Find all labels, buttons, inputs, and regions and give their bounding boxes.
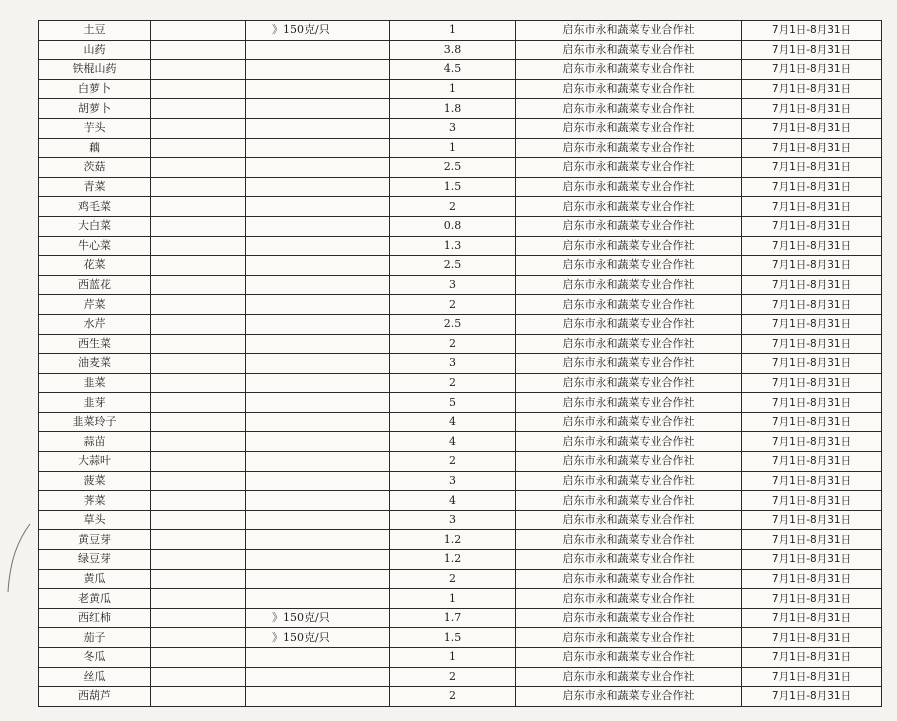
table-row [39, 197, 882, 217]
spec-cell [246, 334, 390, 354]
table-row [39, 412, 882, 432]
table-row [39, 275, 882, 295]
supplier-cell: 启东市永和蔬菜专业合作社 [516, 569, 742, 589]
supplier-cell: 启东市永和蔬菜专业合作社 [516, 158, 742, 178]
table-row [39, 667, 882, 687]
blank-cell [151, 373, 246, 393]
supplier-cell: 启东市永和蔬菜专业合作社 [516, 589, 742, 609]
price-cell: 2.5 [390, 158, 516, 178]
table-row [39, 177, 882, 197]
price-cell: 2 [390, 334, 516, 354]
spec-cell [246, 236, 390, 256]
period-cell: 7月1日-8月31日 [742, 40, 882, 60]
vegetable-name-cell: 黄瓜 [39, 569, 151, 589]
table-row [39, 21, 882, 41]
vegetable-name-cell: 藕 [39, 138, 151, 158]
price-cell: 1 [390, 79, 516, 99]
supplier-cell: 启东市永和蔬菜专业合作社 [516, 197, 742, 217]
period-cell: 7月1日-8月31日 [742, 334, 882, 354]
period-cell: 7月1日-8月31日 [742, 471, 882, 491]
spec-cell [246, 373, 390, 393]
table-row [39, 60, 882, 80]
supplier-cell: 启东市永和蔬菜专业合作社 [516, 393, 742, 413]
blank-cell [151, 432, 246, 452]
vegetable-name-cell: 黄豆芽 [39, 530, 151, 550]
vegetable-name-cell: 鸡毛菜 [39, 197, 151, 217]
vegetable-name-cell: 韭菜玲子 [39, 412, 151, 432]
supplier-cell: 启东市永和蔬菜专业合作社 [516, 216, 742, 236]
blank-cell [151, 452, 246, 472]
period-cell: 7月1日-8月31日 [742, 648, 882, 668]
supplier-cell: 启东市永和蔬菜专业合作社 [516, 334, 742, 354]
table-row [39, 452, 882, 472]
table-row [39, 334, 882, 354]
period-cell: 7月1日-8月31日 [742, 510, 882, 530]
vegetable-name-cell: 茨菇 [39, 158, 151, 178]
vegetable-name-cell: 水芹 [39, 314, 151, 334]
table-row [39, 236, 882, 256]
supplier-cell: 启东市永和蔬菜专业合作社 [516, 295, 742, 315]
period-cell: 7月1日-8月31日 [742, 118, 882, 138]
period-cell: 7月1日-8月31日 [742, 314, 882, 334]
table-row [39, 471, 882, 491]
blank-cell [151, 60, 246, 80]
price-cell: 2 [390, 667, 516, 687]
price-table-body [39, 21, 882, 707]
blank-cell [151, 236, 246, 256]
price-cell: 1.3 [390, 236, 516, 256]
period-cell: 7月1日-8月31日 [742, 354, 882, 374]
price-cell: 2 [390, 569, 516, 589]
period-cell: 7月1日-8月31日 [742, 138, 882, 158]
supplier-cell: 启东市永和蔬菜专业合作社 [516, 667, 742, 687]
blank-cell [151, 40, 246, 60]
spec-cell [246, 40, 390, 60]
vegetable-name-cell: 西蓝花 [39, 275, 151, 295]
price-cell: 3 [390, 118, 516, 138]
supplier-cell: 启东市永和蔬菜专业合作社 [516, 373, 742, 393]
price-cell: 2 [390, 452, 516, 472]
blank-cell [151, 569, 246, 589]
blank-cell [151, 589, 246, 609]
table-row [39, 608, 882, 628]
price-cell: 2 [390, 295, 516, 315]
price-cell: 0.8 [390, 216, 516, 236]
spec-cell [246, 138, 390, 158]
vegetable-name-cell: 蒜苗 [39, 432, 151, 452]
supplier-cell: 启东市永和蔬菜专业合作社 [516, 99, 742, 119]
price-cell: 1 [390, 648, 516, 668]
vegetable-name-cell: 老黄瓜 [39, 589, 151, 609]
spec-cell [246, 530, 390, 550]
spec-cell [246, 667, 390, 687]
price-cell: 1 [390, 21, 516, 41]
spec-cell [246, 197, 390, 217]
blank-cell [151, 177, 246, 197]
period-cell: 7月1日-8月31日 [742, 60, 882, 80]
vegetable-name-cell: 西葫芦 [39, 687, 151, 707]
table-row [39, 373, 882, 393]
period-cell: 7月1日-8月31日 [742, 550, 882, 570]
blank-cell [151, 471, 246, 491]
price-cell: 2 [390, 197, 516, 217]
supplier-cell: 启东市永和蔬菜专业合作社 [516, 687, 742, 707]
vegetable-name-cell: 草头 [39, 510, 151, 530]
spec-cell [246, 510, 390, 530]
table-row [39, 354, 882, 374]
spec-cell [246, 314, 390, 334]
table-row [39, 393, 882, 413]
table-row [39, 40, 882, 60]
spec-cell: 》150克/只 [246, 608, 390, 628]
spec-cell [246, 412, 390, 432]
period-cell: 7月1日-8月31日 [742, 589, 882, 609]
table-row [39, 99, 882, 119]
table-row [39, 118, 882, 138]
spec-cell [246, 393, 390, 413]
blank-cell [151, 256, 246, 276]
spec-cell [246, 79, 390, 99]
price-cell: 1.5 [390, 177, 516, 197]
supplier-cell: 启东市永和蔬菜专业合作社 [516, 177, 742, 197]
supplier-cell: 启东市永和蔬菜专业合作社 [516, 40, 742, 60]
blank-cell [151, 510, 246, 530]
price-cell: 3 [390, 471, 516, 491]
blank-cell [151, 550, 246, 570]
table-row [39, 687, 882, 707]
vegetable-name-cell: 丝瓜 [39, 667, 151, 687]
price-cell: 4.5 [390, 60, 516, 80]
period-cell: 7月1日-8月31日 [742, 530, 882, 550]
supplier-cell: 启东市永和蔬菜专业合作社 [516, 452, 742, 472]
table-row [39, 589, 882, 609]
spec-cell [246, 550, 390, 570]
vegetable-name-cell: 绿豆芽 [39, 550, 151, 570]
price-cell: 4 [390, 491, 516, 511]
period-cell: 7月1日-8月31日 [742, 491, 882, 511]
period-cell: 7月1日-8月31日 [742, 373, 882, 393]
price-cell: 1.2 [390, 530, 516, 550]
supplier-cell: 启东市永和蔬菜专业合作社 [516, 60, 742, 80]
blank-cell [151, 334, 246, 354]
blank-cell [151, 99, 246, 119]
vegetable-name-cell: 冬瓜 [39, 648, 151, 668]
period-cell: 7月1日-8月31日 [742, 216, 882, 236]
vegetable-name-cell: 油麦菜 [39, 354, 151, 374]
spec-cell [246, 589, 390, 609]
price-cell: 2 [390, 373, 516, 393]
vegetable-name-cell: 芹菜 [39, 295, 151, 315]
vegetable-name-cell: 西生菜 [39, 334, 151, 354]
price-cell: 1.2 [390, 550, 516, 570]
price-cell: 3 [390, 354, 516, 374]
spec-cell [246, 216, 390, 236]
spec-cell: 》150克/只 [246, 628, 390, 648]
spec-cell [246, 491, 390, 511]
supplier-cell: 启东市永和蔬菜专业合作社 [516, 118, 742, 138]
price-cell: 1.7 [390, 608, 516, 628]
blank-cell [151, 608, 246, 628]
vegetable-name-cell: 牛心菜 [39, 236, 151, 256]
table-row [39, 295, 882, 315]
period-cell: 7月1日-8月31日 [742, 628, 882, 648]
supplier-cell: 启东市永和蔬菜专业合作社 [516, 354, 742, 374]
supplier-cell: 启东市永和蔬菜专业合作社 [516, 648, 742, 668]
price-cell: 2 [390, 687, 516, 707]
table-row [39, 216, 882, 236]
supplier-cell: 启东市永和蔬菜专业合作社 [516, 21, 742, 41]
blank-cell [151, 667, 246, 687]
supplier-cell: 启东市永和蔬菜专业合作社 [516, 510, 742, 530]
table-row [39, 314, 882, 334]
period-cell: 7月1日-8月31日 [742, 79, 882, 99]
vegetable-name-cell: 铁棍山药 [39, 60, 151, 80]
price-cell: 3.8 [390, 40, 516, 60]
period-cell: 7月1日-8月31日 [742, 295, 882, 315]
blank-cell [151, 393, 246, 413]
vegetable-name-cell: 韭芽 [39, 393, 151, 413]
spec-cell [246, 687, 390, 707]
supplier-cell: 启东市永和蔬菜专业合作社 [516, 530, 742, 550]
period-cell: 7月1日-8月31日 [742, 256, 882, 276]
spec-cell [246, 295, 390, 315]
blank-cell [151, 79, 246, 99]
period-cell: 7月1日-8月31日 [742, 393, 882, 413]
spec-cell [246, 60, 390, 80]
blank-cell [151, 158, 246, 178]
blank-cell [151, 295, 246, 315]
vegetable-name-cell: 土豆 [39, 21, 151, 41]
price-cell: 3 [390, 275, 516, 295]
blank-cell [151, 354, 246, 374]
supplier-cell: 启东市永和蔬菜专业合作社 [516, 491, 742, 511]
vegetable-name-cell: 胡萝卜 [39, 99, 151, 119]
period-cell: 7月1日-8月31日 [742, 177, 882, 197]
table-row [39, 491, 882, 511]
blank-cell [151, 197, 246, 217]
spec-cell [246, 256, 390, 276]
period-cell: 7月1日-8月31日 [742, 275, 882, 295]
spec-cell [246, 452, 390, 472]
table-row [39, 158, 882, 178]
vegetable-name-cell: 韭菜 [39, 373, 151, 393]
period-cell: 7月1日-8月31日 [742, 452, 882, 472]
spec-cell [246, 118, 390, 138]
period-cell: 7月1日-8月31日 [742, 158, 882, 178]
supplier-cell: 启东市永和蔬菜专业合作社 [516, 550, 742, 570]
supplier-cell: 启东市永和蔬菜专业合作社 [516, 608, 742, 628]
blank-cell [151, 21, 246, 41]
spec-cell [246, 158, 390, 178]
price-cell: 1 [390, 589, 516, 609]
period-cell: 7月1日-8月31日 [742, 412, 882, 432]
period-cell: 7月1日-8月31日 [742, 21, 882, 41]
blank-cell [151, 687, 246, 707]
supplier-cell: 启东市永和蔬菜专业合作社 [516, 138, 742, 158]
price-cell: 3 [390, 510, 516, 530]
supplier-cell: 启东市永和蔬菜专业合作社 [516, 256, 742, 276]
period-cell: 7月1日-8月31日 [742, 608, 882, 628]
spec-cell [246, 275, 390, 295]
blank-cell [151, 412, 246, 432]
blank-cell [151, 314, 246, 334]
supplier-cell: 启东市永和蔬菜专业合作社 [516, 236, 742, 256]
pen-stroke-mark [0, 520, 40, 600]
spec-cell [246, 177, 390, 197]
blank-cell [151, 648, 246, 668]
period-cell: 7月1日-8月31日 [742, 432, 882, 452]
spec-cell [246, 99, 390, 119]
price-cell: 5 [390, 393, 516, 413]
period-cell: 7月1日-8月31日 [742, 667, 882, 687]
supplier-cell: 启东市永和蔬菜专业合作社 [516, 432, 742, 452]
supplier-cell: 启东市永和蔬菜专业合作社 [516, 412, 742, 432]
blank-cell [151, 628, 246, 648]
vegetable-name-cell: 大白菜 [39, 216, 151, 236]
table-row [39, 138, 882, 158]
spec-cell [246, 471, 390, 491]
vegetable-name-cell: 青菜 [39, 177, 151, 197]
period-cell: 7月1日-8月31日 [742, 197, 882, 217]
vegetable-name-cell: 菠菜 [39, 471, 151, 491]
table-row [39, 628, 882, 648]
spec-cell [246, 432, 390, 452]
spec-cell [246, 648, 390, 668]
table-row [39, 569, 882, 589]
spec-cell [246, 354, 390, 374]
vegetable-name-cell: 芋头 [39, 118, 151, 138]
table-row [39, 256, 882, 276]
spec-cell [246, 569, 390, 589]
price-cell: 1.5 [390, 628, 516, 648]
blank-cell [151, 138, 246, 158]
blank-cell [151, 530, 246, 550]
period-cell: 7月1日-8月31日 [742, 687, 882, 707]
supplier-cell: 启东市永和蔬菜专业合作社 [516, 628, 742, 648]
vegetable-name-cell: 西红柿 [39, 608, 151, 628]
price-cell: 2.5 [390, 314, 516, 334]
price-cell: 4 [390, 432, 516, 452]
price-table [38, 20, 882, 707]
vegetable-name-cell: 大蒜叶 [39, 452, 151, 472]
supplier-cell: 启东市永和蔬菜专业合作社 [516, 471, 742, 491]
price-cell: 1 [390, 138, 516, 158]
table-row [39, 530, 882, 550]
period-cell: 7月1日-8月31日 [742, 99, 882, 119]
vegetable-name-cell: 荠菜 [39, 491, 151, 511]
blank-cell [151, 118, 246, 138]
price-cell: 1.8 [390, 99, 516, 119]
spec-cell: 》150克/只 [246, 21, 390, 41]
vegetable-name-cell: 花菜 [39, 256, 151, 276]
table-row [39, 510, 882, 530]
period-cell: 7月1日-8月31日 [742, 569, 882, 589]
supplier-cell: 启东市永和蔬菜专业合作社 [516, 275, 742, 295]
table-row [39, 79, 882, 99]
vegetable-name-cell: 茄子 [39, 628, 151, 648]
table-row [39, 432, 882, 452]
blank-cell [151, 491, 246, 511]
price-cell: 4 [390, 412, 516, 432]
table-row [39, 648, 882, 668]
vegetable-name-cell: 山药 [39, 40, 151, 60]
supplier-cell: 启东市永和蔬菜专业合作社 [516, 79, 742, 99]
blank-cell [151, 216, 246, 236]
price-cell: 2.5 [390, 256, 516, 276]
period-cell: 7月1日-8月31日 [742, 236, 882, 256]
supplier-cell: 启东市永和蔬菜专业合作社 [516, 314, 742, 334]
blank-cell [151, 275, 246, 295]
vegetable-name-cell: 白萝卜 [39, 79, 151, 99]
table-row [39, 550, 882, 570]
